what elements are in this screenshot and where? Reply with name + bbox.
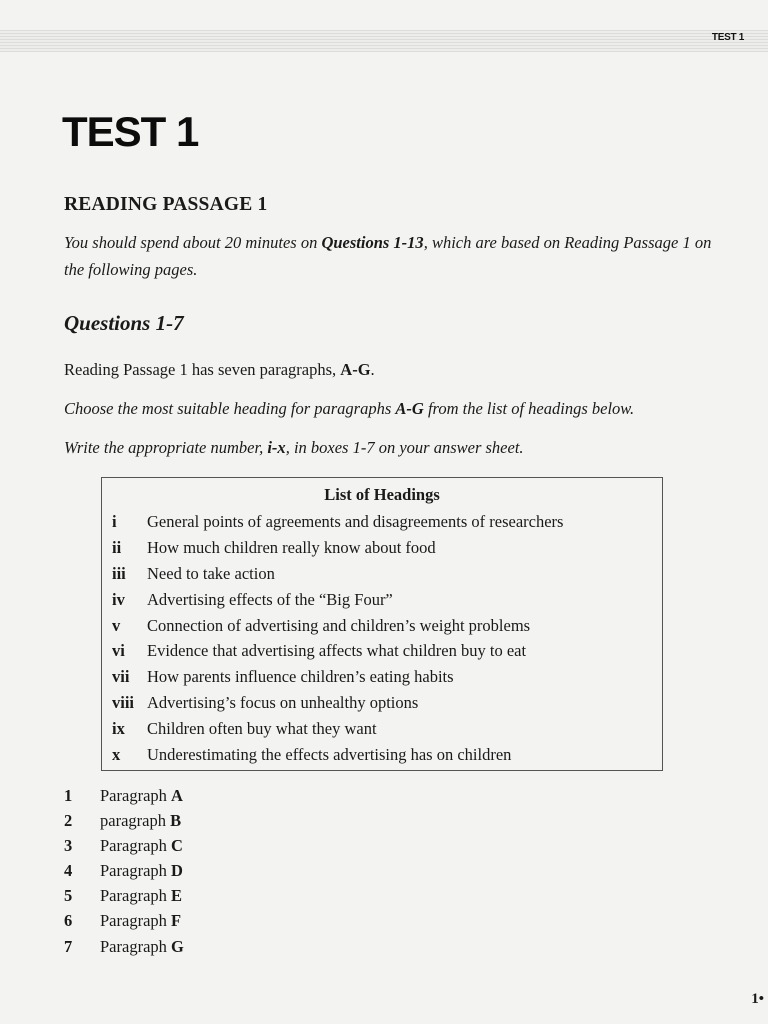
question-number: 2 — [64, 811, 73, 830]
passage-heading: READING PASSAGE 1 — [64, 194, 268, 215]
heading-item — [102, 641, 662, 667]
question-paragraph-letter: A — [171, 786, 183, 805]
question-paragraph-letter: D — [171, 861, 183, 880]
question-number: 3 — [64, 836, 73, 855]
question-number: 6 — [64, 911, 73, 930]
write-text-end: , in boxes 1-7 on your answer sheet. — [285, 438, 524, 457]
heading-text: General points of agreements and disagreements of researchers — [147, 512, 564, 531]
question-number: 5 — [64, 886, 73, 905]
question-label-text: Paragraph — [100, 886, 172, 905]
heading-text: How much children really know about food — [147, 538, 436, 557]
question-label-text: Paragraph — [100, 937, 172, 956]
running-head: TEST 1 — [711, 32, 744, 43]
instructions-questions-range: Questions 1-13 — [321, 233, 424, 252]
intro-range: A-G — [340, 360, 371, 379]
question-label — [100, 861, 183, 881]
heading-item — [102, 512, 662, 538]
question-number: 1 — [64, 786, 73, 805]
heading-number: ix — [112, 719, 125, 738]
question-number: 7 — [64, 937, 73, 956]
heading-item — [102, 745, 662, 771]
questions-heading: Questions 1-7 — [64, 311, 184, 335]
question-paragraph-letter: C — [171, 836, 183, 855]
heading-item — [102, 538, 662, 564]
heading-number: vii — [112, 667, 130, 686]
question-label — [100, 937, 184, 957]
choose-instruction — [64, 399, 634, 419]
choose-range: A-G — [395, 399, 424, 418]
test-title: TEST 1 — [62, 108, 199, 155]
heading-item — [102, 693, 662, 719]
write-range: i-x — [267, 438, 286, 457]
header-band — [0, 30, 768, 52]
heading-text: Underestimating the effects advertising has on children — [147, 745, 512, 764]
heading-item — [102, 590, 662, 616]
question-label-text: Paragraph — [100, 836, 172, 855]
question-label — [100, 886, 182, 906]
question-label — [100, 811, 181, 831]
question-label-text: Paragraph — [100, 911, 172, 930]
list-title: List of Headings — [324, 485, 440, 504]
question-paragraph-letter: B — [170, 811, 182, 830]
heading-number: iii — [112, 564, 126, 583]
page-number: 1• — [751, 991, 764, 1007]
list-of-headings-box — [101, 477, 663, 771]
heading-text: Need to take action — [147, 564, 275, 583]
choose-text-end: from the list of headings below. — [423, 399, 635, 418]
question-label — [100, 786, 183, 806]
heading-text: Evidence that advertising affects what children buy to eat — [147, 641, 527, 660]
question-paragraph-letter: F — [171, 911, 182, 930]
heading-item — [102, 564, 662, 590]
heading-number: ii — [112, 538, 122, 557]
question-label-text: paragraph — [100, 811, 171, 830]
instructions-text-start: You should spend about 20 minutes on — [64, 233, 322, 252]
question-label — [100, 911, 181, 931]
heading-number: iv — [112, 590, 125, 609]
heading-item — [102, 616, 662, 642]
write-text-start: Write the appropriate number, — [64, 438, 268, 457]
question-paragraph-letter: G — [171, 937, 184, 956]
heading-text: Advertising effects of the “Big Four” — [147, 590, 393, 609]
intro-line — [64, 360, 375, 380]
heading-text: Advertising’s focus on unhealthy options — [147, 693, 419, 712]
heading-item — [102, 667, 662, 693]
time-instructions — [64, 229, 714, 283]
heading-number: viii — [112, 693, 135, 712]
heading-text: Children often buy what they want — [147, 719, 377, 738]
heading-number: x — [112, 745, 121, 764]
choose-text-start: Choose the most suitable heading for paragraphs — [64, 399, 396, 418]
write-instruction — [64, 438, 524, 458]
question-number: 4 — [64, 861, 73, 880]
intro-text: Reading Passage 1 has seven paragraphs, — [64, 360, 341, 379]
question-label — [100, 836, 183, 856]
heading-number: vi — [112, 641, 125, 660]
question-paragraph-letter: E — [171, 886, 183, 905]
intro-end: . — [370, 360, 375, 379]
question-label-text: Paragraph — [100, 786, 172, 805]
heading-text: How parents influence children’s eating habits — [147, 667, 454, 686]
heading-number: v — [112, 616, 121, 635]
heading-item — [102, 719, 662, 745]
heading-number: i — [112, 512, 117, 531]
instructions-text-end: , which are based on Reading Passage 1 on the following pages. — [64, 233, 712, 279]
question-label-text: Paragraph — [100, 861, 172, 880]
heading-text: Connection of advertising and children’s weight problems — [147, 616, 531, 635]
